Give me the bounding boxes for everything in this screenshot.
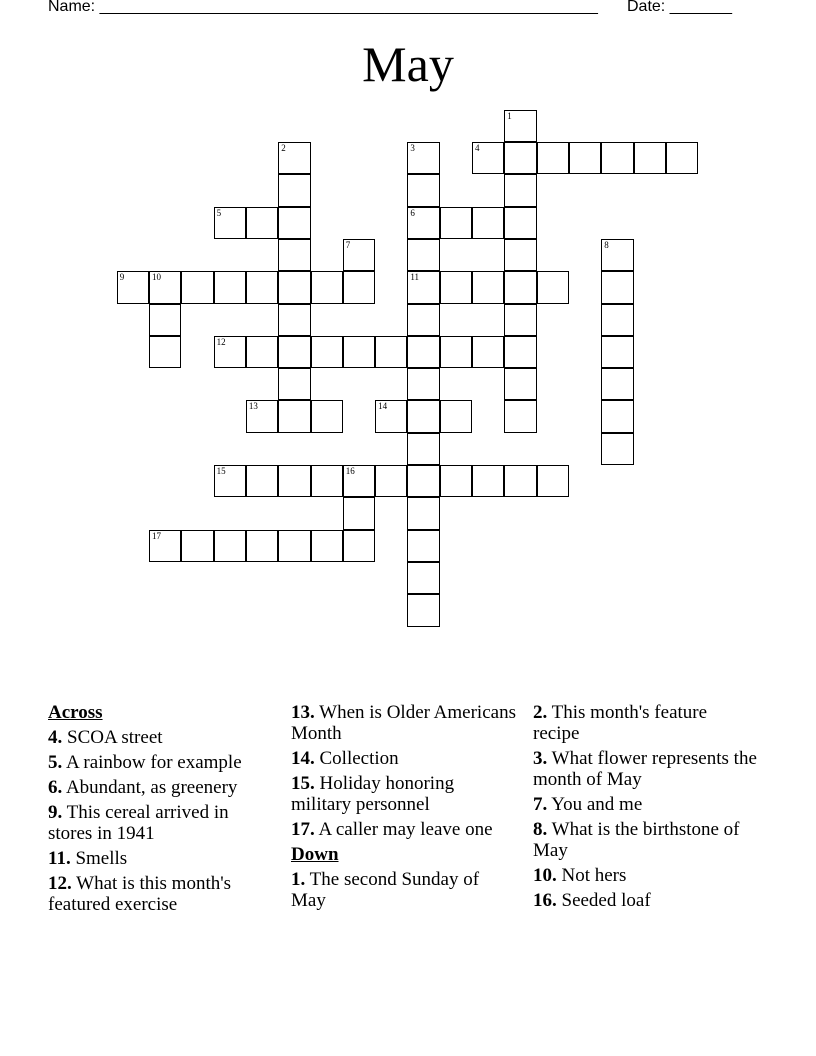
grid-cell[interactable] (214, 207, 246, 239)
clue-text: This month's feature recipe (533, 702, 708, 744)
grid-cell[interactable] (407, 142, 439, 174)
across-heading: Across (48, 702, 103, 723)
clue-number: 5. (48, 752, 63, 773)
grid-cell[interactable] (601, 336, 633, 368)
grid-cell[interactable] (181, 530, 213, 562)
clue-across-17 (291, 819, 516, 840)
grid-cell[interactable] (407, 594, 439, 626)
grid-cell[interactable] (601, 271, 633, 303)
clue-number: 9. (48, 802, 63, 823)
grid-cell[interactable] (149, 530, 181, 562)
clue-down-10 (533, 865, 758, 886)
cell-number: 15 (216, 466, 226, 476)
cell-number: 14 (378, 401, 388, 412)
clue-number: 8. (533, 819, 548, 840)
cell-number: 6 (410, 207, 415, 218)
clue-number: 1. (291, 869, 306, 890)
grid-cell[interactable] (375, 400, 407, 432)
clue-across-14 (291, 748, 516, 769)
grid-cell[interactable] (407, 465, 439, 497)
grid-cell[interactable] (472, 207, 504, 239)
cell-number: 17 (152, 530, 161, 541)
grid-cell[interactable] (246, 400, 278, 432)
grid-cell[interactable] (407, 336, 439, 368)
grid-cell[interactable] (343, 336, 375, 368)
clue-text: A caller may leave one (314, 819, 493, 840)
grid-cell[interactable] (149, 336, 181, 368)
grid-cell[interactable] (472, 465, 504, 497)
grid-cell[interactable] (407, 400, 439, 432)
grid-cell[interactable] (504, 110, 536, 142)
grid-cell[interactable] (537, 142, 569, 174)
cell-number: 9 (119, 272, 125, 283)
clue-number: 14. (291, 748, 315, 769)
puzzle-title: May (362, 36, 454, 92)
grid-cell[interactable] (343, 465, 375, 497)
clue-across-15 (291, 773, 516, 815)
clue-across-6 (48, 777, 273, 798)
cell-number: 4 (475, 143, 480, 153)
clue-text: This cereal arrived in stores in 1941 (48, 802, 229, 844)
grid-cell[interactable] (666, 142, 698, 174)
grid-cell[interactable] (343, 530, 375, 562)
cell-number: 13 (248, 401, 258, 412)
grid-cell[interactable] (278, 174, 310, 206)
grid-cell[interactable] (278, 400, 310, 432)
cell-number: 1 (507, 110, 512, 121)
clue-column-1 (48, 702, 273, 919)
grid-cell[interactable] (472, 271, 504, 303)
down-heading: Down (291, 844, 339, 865)
grid-cell[interactable] (407, 239, 439, 271)
grid-cell[interactable] (278, 530, 310, 562)
grid-cell[interactable] (407, 174, 439, 206)
grid-cell[interactable] (601, 433, 633, 465)
grid-cell[interactable] (504, 207, 536, 239)
clue-number: 13. (291, 702, 315, 723)
cell-number: 5 (216, 207, 222, 218)
grid-cell[interactable] (278, 142, 310, 174)
grid-cell[interactable] (343, 239, 375, 271)
grid-cell[interactable] (504, 142, 536, 174)
clue-column-3 (533, 702, 758, 915)
grid-cell[interactable] (181, 271, 213, 303)
clue-text: Abundant, as greenery (62, 777, 238, 798)
grid-cell[interactable] (246, 207, 278, 239)
grid-cell[interactable] (278, 271, 310, 303)
clue-number: 2. (533, 702, 548, 723)
grid-cell[interactable] (214, 530, 246, 562)
grid-cell[interactable] (601, 239, 633, 271)
cell-number: 10 (152, 272, 161, 283)
grid-cell[interactable] (407, 304, 439, 336)
grid-cell[interactable] (472, 336, 504, 368)
clue-number: 12. (48, 873, 72, 894)
clue-across-12 (48, 873, 273, 915)
grid-cell[interactable] (246, 465, 278, 497)
grid-cell[interactable] (278, 207, 310, 239)
grid-cell[interactable] (311, 271, 343, 303)
clue-text: What flower represents the month of May (533, 748, 757, 790)
clue-text: What is this month's featured exercise (48, 873, 232, 915)
clue-down-1 (291, 869, 516, 911)
grid-cell[interactable] (601, 368, 633, 400)
clue-down-7 (533, 794, 758, 815)
clue-down-16 (533, 890, 758, 911)
clue-text: What is the birthstone of May (533, 819, 740, 861)
grid-cell[interactable] (537, 271, 569, 303)
cell-number: 2 (281, 143, 286, 153)
clue-number: 3. (533, 748, 548, 769)
grid-cell[interactable] (311, 530, 343, 562)
clue-down-3 (533, 748, 758, 790)
clue-number: 7. (533, 794, 548, 815)
grid-cell[interactable] (278, 304, 310, 336)
grid-cell[interactable] (311, 465, 343, 497)
cell-number: 11 (410, 272, 420, 283)
clue-down-2 (533, 702, 758, 744)
grid-cell[interactable] (504, 271, 536, 303)
grid-cell[interactable] (246, 530, 278, 562)
grid-cell[interactable] (278, 368, 310, 400)
cell-number: 16 (345, 466, 355, 476)
clue-text: The second Sunday of May (291, 869, 480, 911)
grid-cell[interactable] (440, 465, 472, 497)
grid-cell[interactable] (440, 400, 472, 432)
grid-cell[interactable] (343, 497, 375, 529)
grid-cell[interactable] (407, 271, 439, 303)
clue-number: 4. (48, 727, 63, 748)
clue-text: Collection (314, 748, 399, 769)
grid-cell[interactable] (214, 271, 246, 303)
grid-cell[interactable] (407, 368, 439, 400)
grid-cell[interactable] (214, 465, 246, 497)
cell-number: 7 (345, 239, 351, 250)
clue-text: SCOA street (62, 727, 163, 748)
grid-cell[interactable] (504, 174, 536, 206)
clue-number: 15. (291, 773, 315, 794)
grid-cell[interactable] (407, 530, 439, 562)
grid-cell[interactable] (504, 465, 536, 497)
grid-cell[interactable] (149, 271, 181, 303)
grid-cell[interactable] (311, 336, 343, 368)
clue-number: 11. (48, 848, 71, 869)
cell-number: 12 (216, 336, 226, 347)
grid-cell[interactable] (504, 336, 536, 368)
grid-cell[interactable] (278, 239, 310, 271)
grid-cell[interactable] (601, 304, 633, 336)
clue-text: Smells (70, 848, 128, 869)
grid-cell[interactable] (407, 497, 439, 529)
grid-cell[interactable] (246, 336, 278, 368)
grid-cell[interactable] (214, 336, 246, 368)
clue-number: 6. (48, 777, 63, 798)
clue-across-9 (48, 802, 273, 844)
grid-cell[interactable] (440, 336, 472, 368)
grid-cell[interactable] (601, 142, 633, 174)
grid-cell[interactable] (504, 400, 536, 432)
date-field-label: Date: _______ (627, 0, 732, 15)
clue-number: 10. (533, 865, 557, 886)
clue-text: You and me (547, 794, 643, 815)
clue-number: 16. (533, 890, 557, 911)
grid-cell[interactable] (472, 142, 504, 174)
grid-cell[interactable] (278, 336, 310, 368)
clue-text: Holiday honoring military personnel (291, 773, 455, 815)
name-field-label: Name: ________________________________________________________ (48, 0, 598, 15)
grid-cell[interactable] (117, 271, 149, 303)
grid-cell[interactable] (407, 433, 439, 465)
clue-text: Seeded loaf (556, 890, 651, 911)
clue-text: When is Older Americans Month (291, 702, 516, 744)
cell-number: 3 (410, 143, 415, 153)
grid-cell[interactable] (569, 142, 601, 174)
grid-cell[interactable] (375, 336, 407, 368)
clue-number: 17. (291, 819, 315, 840)
grid-cell[interactable] (537, 465, 569, 497)
grid-cell[interactable] (601, 400, 633, 432)
grid-cell[interactable] (278, 465, 310, 497)
clue-down-8 (533, 819, 758, 861)
grid-cell[interactable] (504, 304, 536, 336)
grid-cell[interactable] (246, 271, 278, 303)
cell-number: 8 (604, 239, 609, 250)
clue-column-2 (291, 702, 516, 915)
clue-across-4 (48, 727, 273, 748)
grid-cell[interactable] (407, 207, 439, 239)
clue-text: Not hers (556, 865, 627, 886)
clue-across-13 (291, 702, 516, 744)
clue-across-5 (48, 752, 273, 773)
grid-cell[interactable] (311, 400, 343, 432)
grid-cell[interactable] (634, 142, 666, 174)
clue-text: A rainbow for example (62, 752, 242, 773)
grid-cell[interactable] (407, 562, 439, 594)
grid-cell[interactable] (440, 271, 472, 303)
grid-cell[interactable] (343, 271, 375, 303)
grid-cell[interactable] (504, 368, 536, 400)
clue-across-11 (48, 848, 273, 869)
grid-cell[interactable] (440, 207, 472, 239)
grid-cell[interactable] (504, 239, 536, 271)
grid-cell[interactable] (149, 304, 181, 336)
grid-cell[interactable] (375, 465, 407, 497)
